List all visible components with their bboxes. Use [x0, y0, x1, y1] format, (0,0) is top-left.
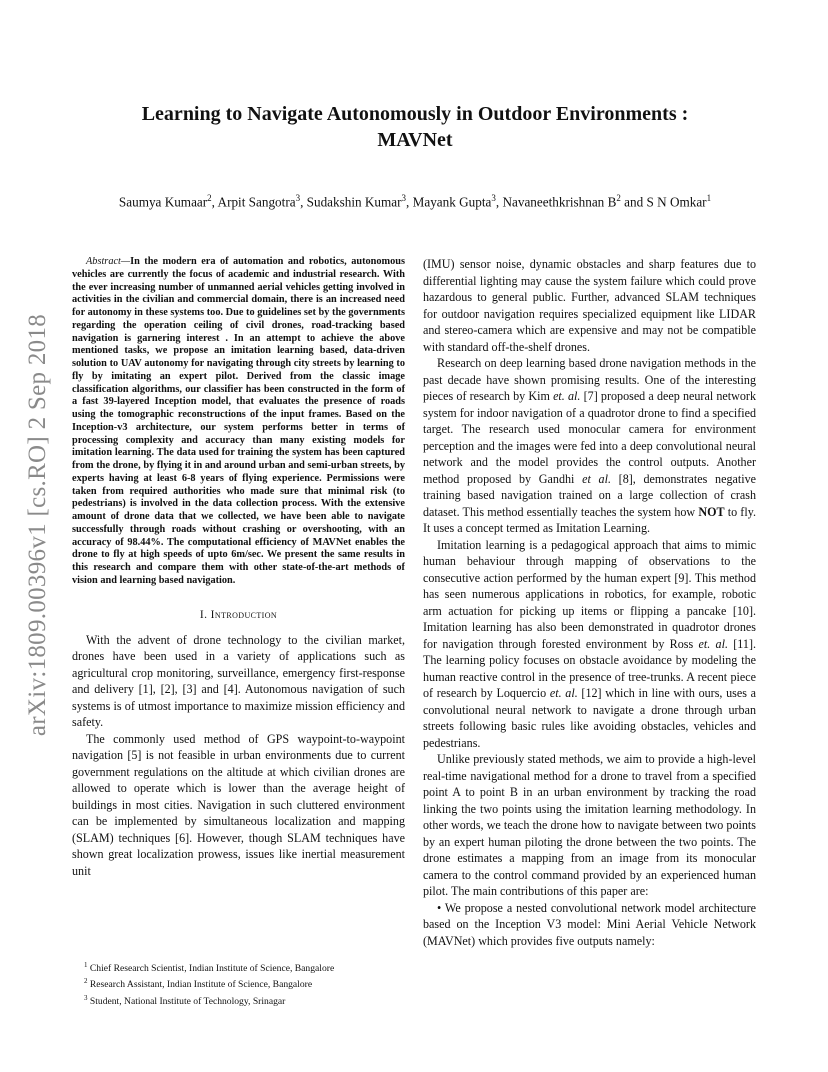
author-name: Navaneethkrishnan B	[502, 194, 617, 210]
paragraph-text: [8], demonstrates negative training based navigation trained on a large collection of crash dataset. This method essentially teaches the system how	[423, 471, 756, 519]
italic-text: et. al.	[698, 636, 728, 651]
author-affiliation-mark: 2	[616, 193, 621, 203]
author-name: Sudakshin Kumar	[306, 194, 402, 210]
footnote-mark: 1	[84, 961, 88, 969]
paragraph-text: Unlike previously stated methods, we aim to provide a high-level real-time navigational method for a drone to travel from a specified point A to point B in an urban environment by tracking the road linking the two points using the imitation learning methodology. In other words, we teach the drone how to navigate between two points by an expert human piloting the drone between the two points. The drone estimates a mapping from an image from its monocular camera to the control command provided by an experienced human pilot. The main contributions of this paper are:	[423, 752, 756, 898]
section-heading-introduction: I. Introduction	[199, 608, 278, 621]
right-column	[423, 256, 756, 949]
footnote-text: Student, National Institute of Technology, Srinagar	[87, 995, 286, 1007]
author-name: Saumya Kumaar	[118, 194, 208, 210]
footnote	[72, 959, 405, 975]
paragraph-text: Research on deep learning based drone navigation methods in the past decade have shown promising results. One of the interesting pieces of research by Kim	[423, 356, 756, 403]
footnote-mark: 2	[84, 977, 88, 986]
arxiv-side-identifier	[20, 290, 56, 760]
italic-text: et al.	[582, 471, 611, 486]
author-affiliation-mark: 2	[207, 193, 212, 203]
author-list: Saumya Kumaar$^2$, Arpit Sangotra$^3$, Sudakshin Kumar$^3$, Mayank Gupta$^3$, Navaneethkrishnan $B^2$ and S N Omkar$^1$	[118, 193, 712, 210]
abstract	[72, 256, 405, 588]
author-name: Arpit Sangotra	[217, 194, 296, 210]
left-column	[72, 256, 405, 879]
author-affiliation-mark: 3	[401, 193, 407, 203]
bold-text: NOT	[698, 504, 725, 519]
paragraph-text: • We propose a nested convolutional network model architecture based on the Inception V3 model: Mini Aerial Vehicle Network (MAVNet) which provides five outputs namely:	[423, 900, 756, 948]
footnote	[72, 975, 405, 991]
italic-text: et. al.	[553, 389, 581, 403]
footnote-text: Chief Research Scientist, Indian Institute of Science, Bangalore	[87, 963, 335, 975]
footnote-text: Research Assistant, Indian Institute of Science, Bangalore	[87, 979, 313, 991]
body-paragraph	[423, 355, 756, 537]
title-line-1: Learning to Navigate Autonomously in Outdoor Environments :	[141, 103, 689, 125]
intro-paragraph-2: The commonly used method of GPS waypoint-to-waypoint navigation [5] is not feasible in urban environments due to current government regulations on the altitude at which civilian drones are allowed to operate which is lower than the average height of buildings in most cities. Navigation in such cluttered environment can be implemented by simultaneous localization and mapping (SLAM) techniques [6]. However, though SLAM techniques have shown great localization prowess, issues like inertial measurement unit	[72, 731, 405, 878]
footnote	[72, 992, 405, 1008]
arxiv-identifier-text: arXiv:1809.00396v1 [cs.RO] 2 Sep 2018	[24, 313, 52, 737]
paragraph-text: to fly. It uses a concept termed as Imitation Learning.	[423, 504, 756, 535]
intro-paragraph-1: With the advent of drone technology to the civilian market, drones have been used in a variety of applications such as agricultural crop monitoring, surveillance, emergency first-response and delivery [1], [2], [3] and [4]. Autonomous navigation of such systems is of utmost importance to maximize mission efficiency and safety.	[72, 632, 405, 729]
author-affiliation-mark: 3	[491, 193, 496, 203]
paragraph-text: [7] proposed a deep neural network system for indoor navigation of a quadrotor drone to find a specified target. The research used monocular camera for environment perception and the images were fed into a deep convolutional neural network and the model provides the control outputs. Another method proposed by Gandhi	[423, 389, 756, 486]
footnote-mark: 3	[84, 993, 88, 1002]
author-name: Mayank Gupta	[412, 194, 492, 210]
italic-text: et. al.	[549, 686, 578, 700]
title-line-2: MAVNet	[377, 129, 453, 151]
footnotes	[72, 959, 405, 1008]
paragraph-text: [12] which in line with ours, uses a convolutional neural network to navigate a drone through urban streets following basic rules like avoiding obstacles, vehicles and pedestrians.	[423, 686, 756, 750]
author-name: S N Omkar	[646, 194, 707, 210]
abstract-text: In the modern era of automation and robotics, autonomous vehicles are currently the focus of academic and industrial research. With the ever increasing number of unmanned aerial vehicles getting involved in activities in the civilian and commercial domain, there is an increased need for autonomy in these systems too. Due to guidelines set by the governments regarding the operation ceiling of civil drones, road-tracking based navigation is garnering interest . In an attempt to achieve the above mentioned tasks, we propose an imitation learning based, data-driven solution to UAV autonomy for navigating through city streets by learning to fly by imitating an expert pilot. Derived from the classic image classification algorithms, our classifier has been constructed in the form of a fast 39-layered Inception model, that evaluates the presence of roads using the tomographic reconstructions of the input frames. Based on the Inception-v3 architecture, our system performs better in terms of processing complexity and accuracy than many existing models for imitation learning. The data used for training the system has been captured from the drone, by flying it in and around urban and semi-urban streets, by experts having at least 6-8 years of flying experience. Permissions were taken from required authorities who made sure that minimal risk (to pedestrians) is involved in the data collection process. With the extensive amount of drone data that we collected, we have been able to navigate successfully through roads without crashing or overshooting, with an accuracy of 98.44%. The computational efficiency of MAVNet enables the drone to fly at high speeds of upto 6m/sec. We present the same results in this research and compare them with other state-of-the-art methods of vision and learning based navigation.	[72, 256, 405, 586]
author-affiliation-mark: 1	[706, 193, 712, 203]
body-paragraph	[423, 751, 756, 900]
paragraph-text: (IMU) sensor noise, dynamic obstacles and sharp features due to differential lighting may cause the system failure which could prove hazardous to general public. Further, advanced SLAM techniques for outdoor navigation requires specialized equipment like LIDAR and stereo-camera which are expensive and may not be compatible with standard off-the-shelf drones.	[423, 257, 756, 354]
paper-title	[70, 101, 760, 153]
body-paragraph	[423, 900, 756, 950]
body-paragraph	[423, 537, 756, 752]
paragraph-text: [11]. The learning policy focuses on obstacle avoidance by modeling the human reactive control in the presence of tree-trunks. A recent piece of research by Loquercio	[423, 636, 756, 700]
abstract-label: Abstract	[86, 256, 121, 267]
author-affiliation-mark: 3	[295, 193, 301, 203]
abstract-separator: —	[120, 256, 131, 267]
paragraph-text: Imitation learning is a pedagogical approach that aims to mimic human behaviour through mapping of observations to the consecutive action performed by the human expert [9]. This method has seen numerous applications in robotics, for example, robotic arm actuation for picking up items or flipping a pancake [10]. Imitation learning has also been demonstrated in quadrotor drones for navigation through forested environment by Ross	[423, 537, 756, 651]
body-paragraph	[423, 256, 756, 355]
